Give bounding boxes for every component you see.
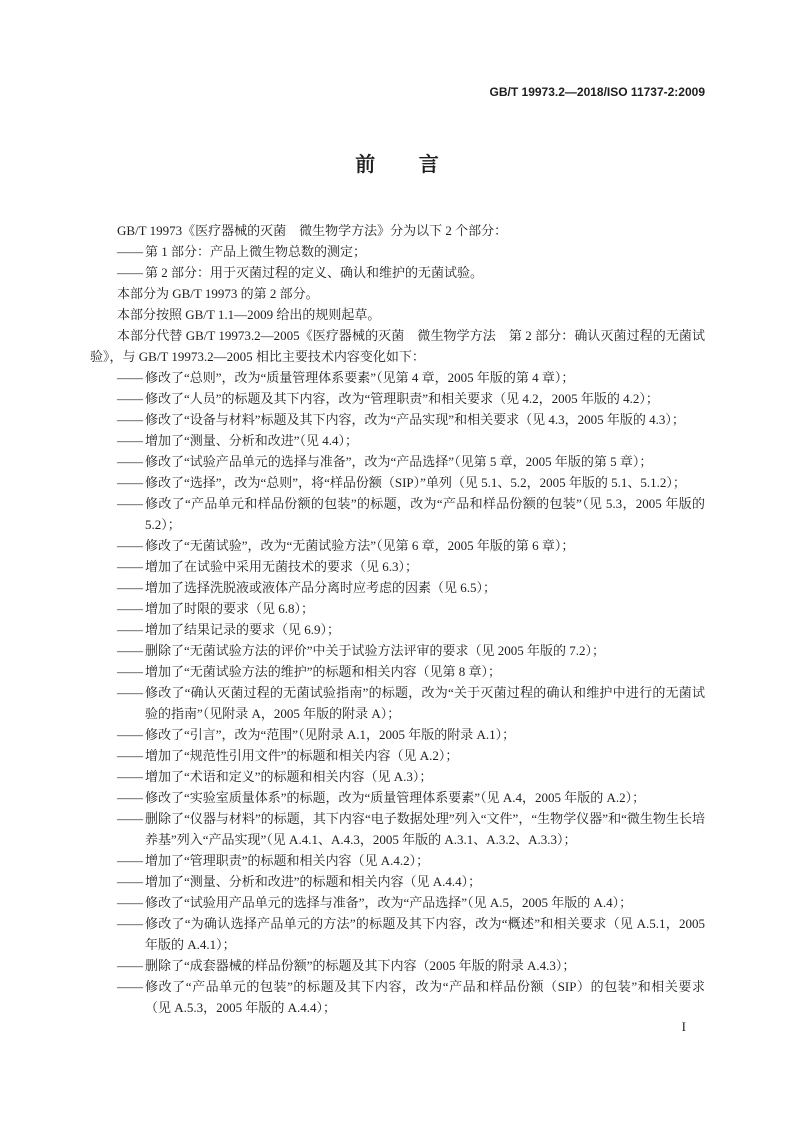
change-list-item <box>117 535 705 556</box>
change-item-text: 修改了“设备与材料”标题及其下内容，改为“产品实现”和相关要求（见 4.3，2005 年版的 4.3）； <box>145 412 685 427</box>
change-list-item <box>117 724 705 745</box>
change-item-text: 增加了“规范性引用文件”的标题和相关内容（见 A.2）； <box>145 748 459 763</box>
replacement-paragraph: 本部分代替 GB/T 19973.2—2005《医疗器械的灭菌 微生物学方法 第 2 部分：确认灭菌过程的无菌试验》，与 GB/T 19973.2—2005 相比主要技术内容变化如下： <box>90 328 705 364</box>
list-dash: —— <box>117 916 143 931</box>
change-item-text: 修改了“选择”，改为“总则”，将“样品份额（SIP）”单列（见 5.1、5.2，2005 年版的 5.1、5.1.2）； <box>145 475 686 490</box>
list-dash: —— <box>117 601 143 616</box>
list-dash: —— <box>117 853 143 868</box>
list-dash: —— <box>117 496 143 511</box>
list-dash: —— <box>117 580 143 595</box>
intro-paragraph: GB/T 19973《医疗器械的灭菌 微生物学方法》分为以下 2 个部分： <box>117 223 508 238</box>
drafting-rules-paragraph: 本部分按照 GB/T 1.1—2009 给出的规则起草。 <box>117 307 381 322</box>
change-list-item <box>117 955 705 976</box>
list-dash: —— <box>117 622 143 637</box>
change-item-text: 修改了“实验室质量体系”的标题，改为“质量管理体系要素”（见 A.4，2005 年版的 A.2）； <box>145 790 646 805</box>
change-list-item <box>117 472 705 493</box>
list-dash: —— <box>117 811 143 826</box>
change-list-item <box>117 787 705 808</box>
list-dash: —— <box>117 643 143 658</box>
change-item-text: 修改了“确认灭菌过程的无菌试验指南”的标题，改为“关于灭菌过程的确认和维护中进行的无菌试验的指南”（见附录 A，2005 年版的附录 A）； <box>145 685 705 721</box>
list-dash: —— <box>117 748 143 763</box>
change-item-text: 删除了“成套器械的样品份额”的标题及其下内容（2005 年版的附录 A.4.3）； <box>145 958 576 973</box>
change-item-text: 修改了“试验用产品单元的选择与准备”，改为“产品选择”（见 A.5，2005 年版的 A.4）； <box>145 895 633 910</box>
part-item-text: 第 2 部分：用于灭菌过程的定义、确认和维护的无菌试验。 <box>145 265 484 280</box>
part-list-item <box>117 241 705 262</box>
list-dash: —— <box>117 979 143 994</box>
change-list-item <box>117 640 705 661</box>
foreword-body <box>90 220 705 1018</box>
list-dash: —— <box>117 538 143 553</box>
change-list-item <box>117 367 705 388</box>
list-dash: —— <box>117 664 143 679</box>
change-item-text: 修改了“产品单元的包装”的标题及其下内容，改为“产品和样品份额（SIP）的包装”和相关要求（见 A.5.3，2005 年版的 A.4.4）； <box>145 979 705 1015</box>
change-list-item <box>117 850 705 871</box>
change-list-item <box>117 619 705 640</box>
change-item-text: 增加了“术语和定义”的标题和相关内容（见 A.3）； <box>145 769 433 784</box>
list-dash: —— <box>117 895 143 910</box>
list-dash: —— <box>117 433 143 448</box>
change-item-text: 修改了“人员”的标题及其下内容，改为“管理职责”和相关要求（见 4.2，2005 年版的 4.2）； <box>145 391 659 406</box>
change-item-text: 增加了“管理职责”的标题和相关内容（见 A.4.2）； <box>145 853 430 868</box>
change-list-item <box>117 388 705 409</box>
change-item-text: 增加了“无菌试验方法的维护”的标题和相关内容（见第 8 章）； <box>145 664 502 679</box>
change-item-text: 增加了结果记录的要求（见 6.9）； <box>145 622 341 637</box>
part-statement-paragraph: 本部分为 GB/T 19973 的第 2 部分。 <box>117 286 319 301</box>
change-list-item <box>117 682 705 724</box>
list-dash: —— <box>117 790 143 805</box>
change-item-text: 增加了在试验中采用无菌技术的要求（见 6.3）； <box>145 559 419 574</box>
list-dash: —— <box>117 265 143 280</box>
list-dash: —— <box>117 244 143 259</box>
change-list-item <box>117 808 705 850</box>
list-dash: —— <box>117 727 143 742</box>
change-list-item <box>117 451 705 472</box>
page-number: I <box>681 1019 686 1034</box>
list-dash: —— <box>117 559 143 574</box>
list-dash: —— <box>117 769 143 784</box>
change-item-text: 修改了“引言”，改为“范围”（见附录 A.1，2005 年版的附录 A.1）； <box>145 727 516 742</box>
change-item-text: 增加了选择洗脱液或液体产品分离时应考虑的因素（见 6.5）； <box>145 580 497 595</box>
list-dash: —— <box>117 454 143 469</box>
change-list-item <box>117 913 705 955</box>
change-list-item <box>117 409 705 430</box>
change-list-item <box>117 598 705 619</box>
change-item-text: 增加了时限的要求（见 6.8）； <box>145 601 315 616</box>
change-list-item <box>117 745 705 766</box>
change-list-item <box>117 556 705 577</box>
change-item-text: 删除了“无菌试验方法的评价”中关于试验方法评审的要求（见 2005 年版的 7.2）； <box>145 643 606 658</box>
page-title: 前 言 <box>355 154 439 176</box>
change-list-item <box>117 577 705 598</box>
change-list-item <box>117 892 705 913</box>
change-list-item <box>117 976 705 1018</box>
list-dash: —— <box>117 412 143 427</box>
change-list-item <box>117 493 705 535</box>
part-list-item <box>117 262 705 283</box>
change-item-text: 修改了“无菌试验”，改为“无菌试验方法”（见第 6 章，2005 年版的第 6 章）； <box>145 538 575 553</box>
list-dash: —— <box>117 958 143 973</box>
change-item-text: 删除了“仪器与材料”的标题，其下内容“电子数据处理”列入“文件”，“生物学仪器”和“微生物生长培养基”列入“产品实现”（见 A.4.1、A.4.3，2005 年版的 A.3.1、A.3.2、A.3.3）； <box>145 811 705 847</box>
standard-number-header: GB/T 19973.2—2018/ISO 11737-2:2009 <box>489 85 705 99</box>
change-list-item <box>117 430 705 451</box>
change-item-text: 修改了“产品单元和样品份额的包装”的标题，改为“产品和样品份额的包装”（见 5.3，2005 年版的 5.2）； <box>145 496 705 532</box>
change-list-item <box>117 871 705 892</box>
change-list-item <box>117 661 705 682</box>
change-item-text: 修改了“试验产品单元的选择与准备”，改为“产品选择”（见第 5 章，2005 年版的第 5 章）； <box>145 454 653 469</box>
change-item-text: 增加了“测量、分析和改进”的标题和相关内容（见 A.4.4）； <box>145 874 482 889</box>
change-item-text: 修改了“为确认选择产品单元的方法”的标题及其下内容，改为“概述”和相关要求（见 A.5.1，2005 年版的 A.4.1）； <box>145 916 705 952</box>
change-item-text: 增加了“测量、分析和改进”（见 4.4）； <box>145 433 359 448</box>
change-list-item <box>117 766 705 787</box>
list-dash: —— <box>117 874 143 889</box>
list-dash: —— <box>117 475 143 490</box>
change-item-text: 修改了“总则”，改为“质量管理体系要素”（见第 4 章，2005 年版的第 4 章）； <box>145 370 575 385</box>
list-dash: —— <box>117 685 143 700</box>
part-item-text: 第 1 部分：产品上微生物总数的测定； <box>145 244 367 259</box>
list-dash: —— <box>117 370 143 385</box>
list-dash: —— <box>117 391 143 406</box>
